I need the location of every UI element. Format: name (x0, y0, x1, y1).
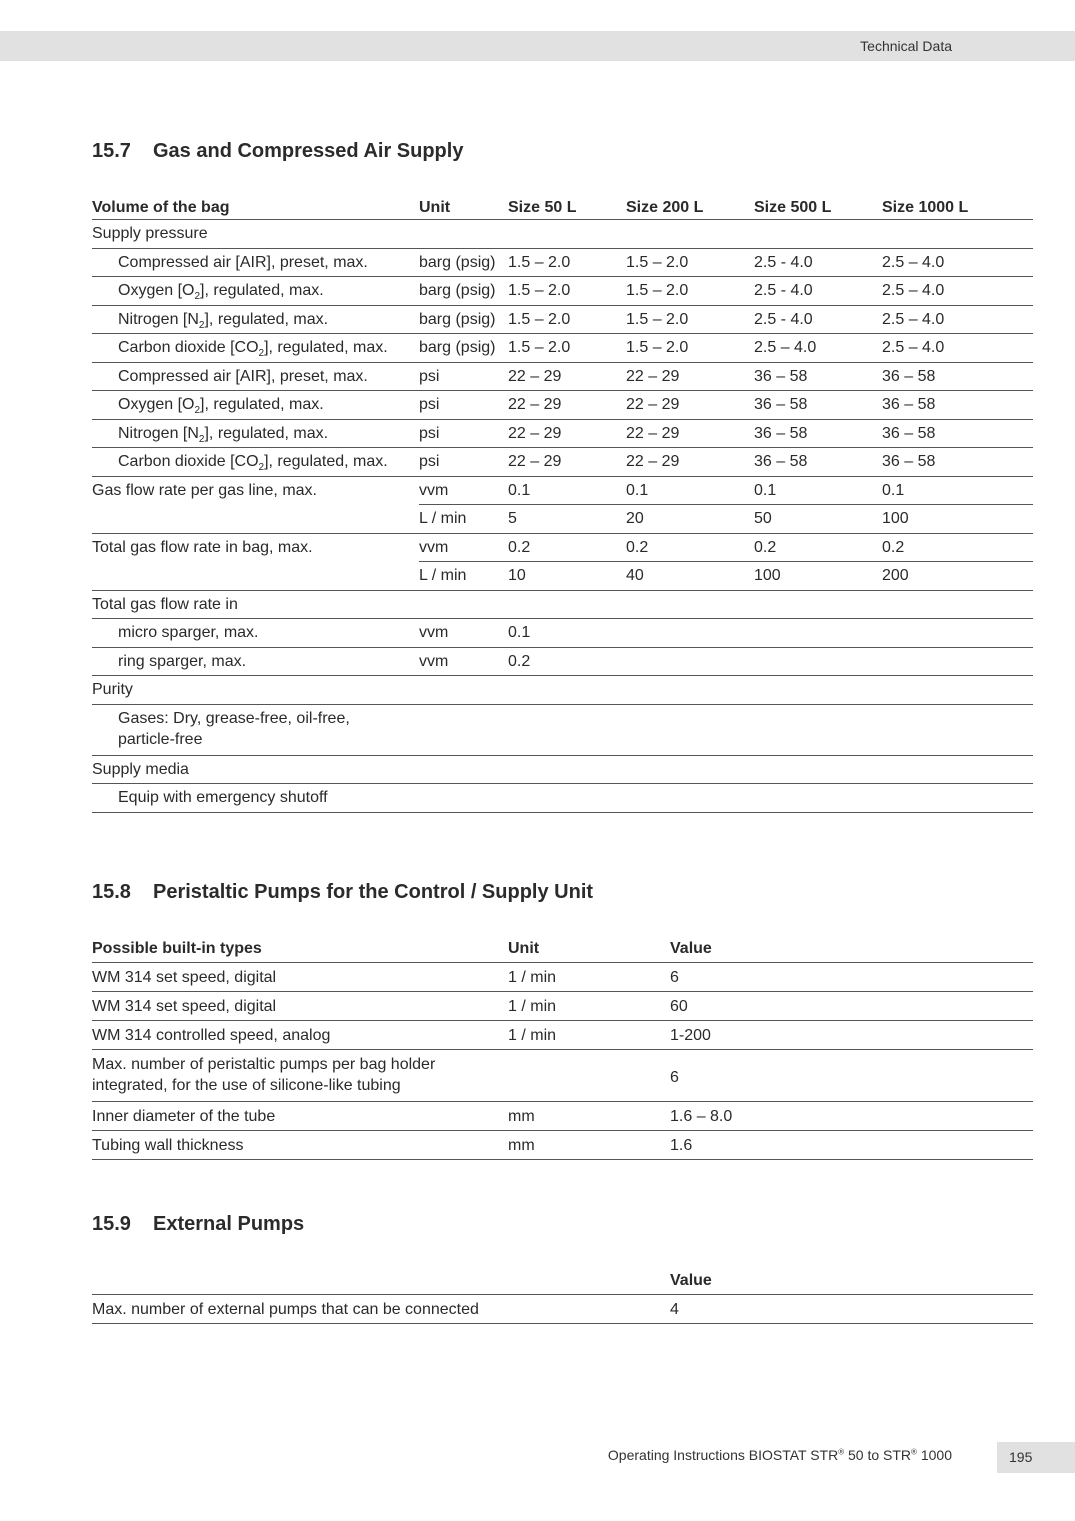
unit-cell: L / min (419, 562, 508, 591)
unit-cell: 1 / min (508, 992, 670, 1021)
unit-cell: barg (psig) (419, 334, 508, 363)
value-cell: 2.5 – 4.0 (882, 248, 1033, 277)
value-cell: 2.5 – 4.0 (882, 334, 1033, 363)
table-row (92, 305, 1033, 334)
value-cell: 0.2 (882, 533, 1033, 562)
row-label: WM 314 set speed, digital (92, 963, 508, 992)
row-label: Nitrogen $[N_2]$, regulated, max. (92, 305, 419, 334)
column-header (92, 1262, 670, 1295)
table-row (92, 1050, 1033, 1102)
row-label: Max. number of peristaltic pumps per bag holder integrated, for the use of silicone-like tubing (92, 1050, 508, 1102)
value-cell: 6 (670, 963, 1033, 992)
peristaltic-pumps-table (92, 930, 1033, 1160)
value-cell: 1.5 – 2.0 (508, 248, 626, 277)
table-row (92, 533, 1033, 562)
unit-cell: barg (psig) (419, 248, 508, 277)
column-header: Value (670, 930, 1033, 963)
table-row (92, 619, 1033, 648)
column-header: Unit (508, 930, 670, 963)
value-cell: 60 (670, 992, 1033, 1021)
running-header (0, 31, 1075, 61)
table-row (92, 784, 1033, 813)
section-peristaltic-pumps (92, 878, 1033, 1160)
row-label: Oxygen $[O_2]$, regulated, max. (92, 277, 419, 306)
unit-cell: psi (419, 448, 508, 477)
unit-cell: psi (419, 391, 508, 420)
column-header: Size 1000 L (882, 188, 1033, 220)
value-cell: 50 (754, 505, 882, 534)
section-number: 15.8 (92, 881, 131, 903)
section-number: 15.7 (92, 140, 131, 162)
unit-cell: vvm (419, 533, 508, 562)
table-row (92, 220, 1033, 249)
unit-cell: 1 / min (508, 1021, 670, 1050)
column-header: Size 200 L (626, 188, 754, 220)
table-row (92, 1021, 1033, 1050)
unit-cell: L / min (419, 505, 508, 534)
value-cell: 22 – 29 (508, 419, 626, 448)
unit-cell: mm (508, 1131, 670, 1160)
value-cell: 1-200 (670, 1021, 1033, 1050)
row-label: Carbon dioxide $[CO_2]$, regulated, max. (92, 448, 419, 477)
table-header-row (92, 930, 1033, 963)
row-label: WM 314 controlled speed, analog (92, 1021, 508, 1050)
value-cell: 36 – 58 (882, 391, 1033, 420)
table-row (92, 476, 1033, 505)
value-cell: 40 (626, 562, 754, 591)
value-cell: 1.5 – 2.0 (626, 305, 754, 334)
row-label: Oxygen $[O_2]$, regulated, max. (92, 391, 419, 420)
row-label: Gas flow rate per gas line, max. (92, 476, 419, 533)
table-row (92, 1295, 1033, 1324)
value-cell: 36 – 58 (754, 448, 882, 477)
value-cell: 36 – 58 (754, 362, 882, 391)
value-cell: 100 (754, 562, 882, 591)
value-cell: 2.5 – 4.0 (754, 334, 882, 363)
unit-cell: psi (419, 362, 508, 391)
section-title: Gas and Compressed Air Supply (153, 140, 464, 162)
unit-cell: mm (508, 1102, 670, 1131)
table-row (92, 647, 1033, 676)
row-label: Supply pressure (92, 220, 1033, 249)
table-row (92, 676, 1033, 705)
column-header: Volume of the bag (92, 188, 419, 220)
value-cell: 36 – 58 (882, 419, 1033, 448)
value-cell: 36 – 58 (882, 362, 1033, 391)
footer-document-title: Operating Instructions BIOSTAT STR® 50 to STR® 1000 (607, 1447, 952, 1463)
section-gas-supply (92, 137, 1033, 813)
row-label: Purity (92, 676, 1033, 705)
row-label: WM 314 set speed, digital (92, 992, 508, 1021)
value-cell: 1.5 – 2.0 (508, 334, 626, 363)
value-cell: 1.6 – 8.0 (670, 1102, 1033, 1131)
value-cell: 0.2 (508, 533, 626, 562)
value-cell: 22 – 29 (626, 419, 754, 448)
value-cell: 0.2 (754, 533, 882, 562)
table-row (92, 248, 1033, 277)
value-cell: 4 (670, 1295, 1033, 1324)
row-label: ring sparger, max. (92, 647, 419, 676)
value-cell: 36 – 58 (754, 391, 882, 420)
value-cell: 1.5 – 2.0 (508, 277, 626, 306)
unit-cell: vvm (419, 476, 508, 505)
table-row (92, 590, 1033, 619)
gas-supply-table (92, 188, 1033, 813)
value-cell: 1.5 – 2.0 (626, 334, 754, 363)
value-cell: 0.2 (508, 647, 626, 676)
table-row (92, 1102, 1033, 1131)
value-cell: 1.5 – 2.0 (626, 248, 754, 277)
value-cell: 2.5 - 4.0 (754, 248, 882, 277)
row-label: Total gas flow rate in bag, max. (92, 533, 419, 590)
row-label: Supply media (92, 755, 1033, 784)
table-row (92, 963, 1033, 992)
row-label: Inner diameter of the tube (92, 1102, 508, 1131)
value-cell: 1.5 – 2.0 (508, 305, 626, 334)
section-heading (92, 1210, 1033, 1238)
row-label: Equip with emergency shutoff (92, 784, 1033, 813)
value-cell: 2.5 – 4.0 (882, 277, 1033, 306)
unit-cell (508, 1050, 670, 1102)
value-cell: 2.5 - 4.0 (754, 277, 882, 306)
row-label: Gases: Dry, grease-free, oil-free, particle-free (92, 704, 1033, 755)
column-header: Unit (419, 188, 508, 220)
unit-cell: psi (419, 419, 508, 448)
external-pumps-table (92, 1262, 1033, 1324)
table-row (92, 755, 1033, 784)
table-row (92, 277, 1033, 306)
value-cell: 10 (508, 562, 626, 591)
section-heading (92, 878, 1033, 906)
row-label: Tubing wall thickness (92, 1131, 508, 1160)
value-cell: 0.1 (508, 619, 626, 648)
table-row (92, 419, 1033, 448)
table-row (92, 704, 1033, 755)
value-cell: 0.1 (882, 476, 1033, 505)
table-header-row (92, 1262, 1033, 1295)
value-cell: 22 – 29 (508, 448, 626, 477)
value-cell: 5 (508, 505, 626, 534)
value-cell: 0.1 (754, 476, 882, 505)
column-header: Value (670, 1262, 1033, 1295)
value-cell: 1.5 – 2.0 (626, 277, 754, 306)
section-heading (92, 137, 1033, 165)
value-cell: 36 – 58 (882, 448, 1033, 477)
value-cell: 100 (882, 505, 1033, 534)
value-cell: 2.5 – 4.0 (882, 305, 1033, 334)
value-cell: 22 – 29 (626, 448, 754, 477)
table-row (92, 362, 1033, 391)
unit-cell: barg (psig) (419, 305, 508, 334)
section-title: External Pumps (153, 1213, 305, 1235)
column-header: Size 500 L (754, 188, 882, 220)
value-cell: 0.1 (508, 476, 626, 505)
row-label: Carbon dioxide $[CO_2]$, regulated, max. (92, 334, 419, 363)
row-label: Compressed air [AIR], preset, max. (92, 362, 419, 391)
row-label: micro sparger, max. (92, 619, 419, 648)
value-cell: 2.5 - 4.0 (754, 305, 882, 334)
value-cell: 22 – 29 (508, 362, 626, 391)
table-row (92, 1131, 1033, 1160)
running-header-title: Technical Data (860, 38, 952, 54)
unit-cell: vvm (419, 647, 508, 676)
unit-cell: 1 / min (508, 963, 670, 992)
section-external-pumps (92, 1210, 1033, 1324)
value-cell: 22 – 29 (508, 391, 626, 420)
row-label: Total gas flow rate in (92, 590, 1033, 619)
value-cell: 0.2 (626, 533, 754, 562)
row-label: Nitrogen $[N_2]$, regulated, max. (92, 419, 419, 448)
value-cell: 200 (882, 562, 1033, 591)
column-header: Size 50 L (508, 188, 626, 220)
value-cell: 20 (626, 505, 754, 534)
row-label: Max. number of external pumps that can be connected (92, 1295, 670, 1324)
section-title: Peristaltic Pumps for the Control / Supply Unit (153, 881, 594, 903)
table-row (92, 992, 1033, 1021)
unit-cell: vvm (419, 619, 508, 648)
table-row (92, 391, 1033, 420)
section-number: 15.9 (92, 1213, 131, 1235)
value-cell: 6 (670, 1050, 1033, 1102)
value-cell: 22 – 29 (626, 362, 754, 391)
value-cell: 22 – 29 (626, 391, 754, 420)
page-number: 195 (997, 1442, 1075, 1473)
value-cell: 0.1 (626, 476, 754, 505)
value-cell: 1.6 (670, 1131, 1033, 1160)
table-row (92, 448, 1033, 477)
row-label: Compressed air [AIR], preset, max. (92, 248, 419, 277)
unit-cell: barg (psig) (419, 277, 508, 306)
value-cell: 36 – 58 (754, 419, 882, 448)
column-header: Possible built-in types (92, 930, 508, 963)
table-row (92, 334, 1033, 363)
table-header-row (92, 188, 1033, 220)
